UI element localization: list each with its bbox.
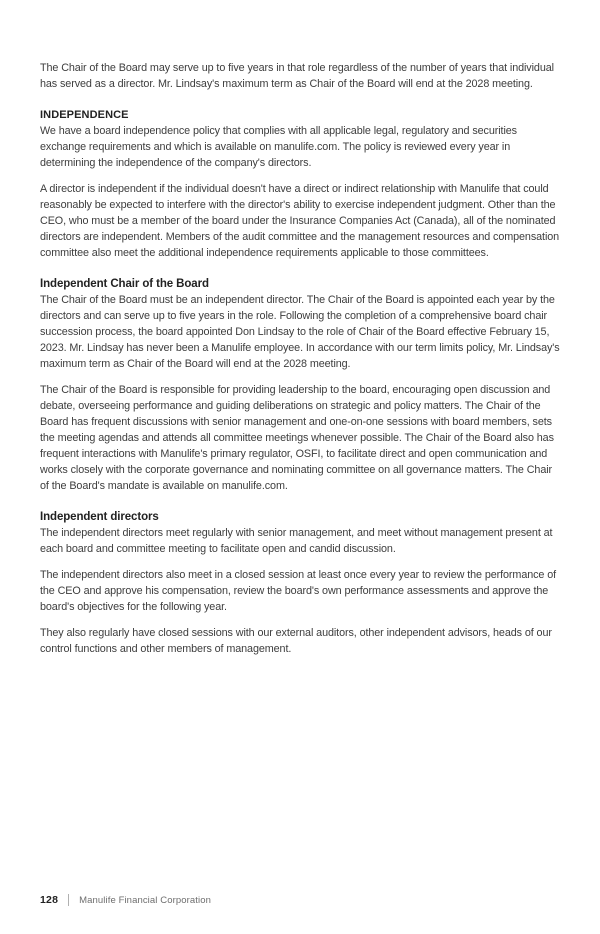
page-footer	[40, 894, 211, 906]
footer-company-name: Manulife Financial Corporation	[79, 894, 211, 906]
paragraph-directors-meetings: The independent directors meet regularly with senior management, and meet without management present at each board and committee meeting to facilitate open and candid discussion.	[40, 527, 553, 555]
page-content	[40, 60, 562, 667]
paragraph-closed-sessions-auditors: They also regularly have closed sessions with our external auditors, other independent advisors, heads of our control functions and other members of management.	[40, 627, 552, 655]
section-heading-independent-directors: Independent directors	[40, 511, 159, 523]
paragraph-independence-policy: We have a board independence policy that complies with all applicable legal, regulatory and securities exchange requirements and which is available on manulife.com. The policy is reviewed every year in determining the independence of the company's directors.	[40, 125, 517, 169]
paragraph-director-independence-definition: A director is independent if the individual doesn't have a direct or indirect relationship with Manulife that could reasonably be expected to interfere with the director's ability to exercise independent judgment. Other than the CEO, who must be a member of the board under the Insurance Companies Act (Canada), all of the nominated directors are independent. Members of the audit committee and the management resources and compensation committee also meet the additional independence requirements applicable to those committees.	[40, 183, 560, 259]
section-heading-independent-chair: Independent Chair of the Board	[40, 278, 209, 290]
paragraph-closed-session-annual: The independent directors also meet in a closed session at least once every year to review the performance of the CEO and approve his compensation, review the board's own performance assessments and approve the board's objectives for the following year.	[40, 569, 557, 613]
section-heading-independence: INDEPENDENCE	[40, 109, 129, 121]
paragraph-chair-responsibilities: The Chair of the Board is responsible for providing leadership to the board, encouraging open discussion and debate, overseeing performance and guiding deliberations on strategic and policy matters. The Chair of the Board has frequent discussions with senior management and one-on-one sessions with board members, sets the meeting agendas and attends all committee meetings whenever possible. The Chair of the Board also has frequent interactions with Manulife's primary regulator, OSFI, to facilitate direct and open communication and works closely with the corporate governance and nominating committee on all governance matters. The Chair of the Board's mandate is available on manulife.com.	[40, 384, 554, 492]
paragraph-chair-appointment: The Chair of the Board must be an independent director. The Chair of the Board is appointed each year by the directors and can serve up to five years in the role. Following the completion of a comprehensive board chair succession process, the board appointed Don Lindsay to the role of Chair of the Board effective February 15, 2023. Mr. Lindsay has never been a Manulife employee. In accordance with our term limits policy, Mr. Lindsay's maximum term as Chair of the Board will end at the 2028 meeting.	[40, 294, 560, 370]
page-number: 128	[40, 894, 59, 906]
footer-divider	[68, 894, 69, 906]
paragraph-chair-term-limit: The Chair of the Board may serve up to five years in that role regardless of the number of years that individual has served as a director. Mr. Lindsay's maximum term as Chair of the Board will end at the 2028 meeting.	[40, 62, 554, 90]
